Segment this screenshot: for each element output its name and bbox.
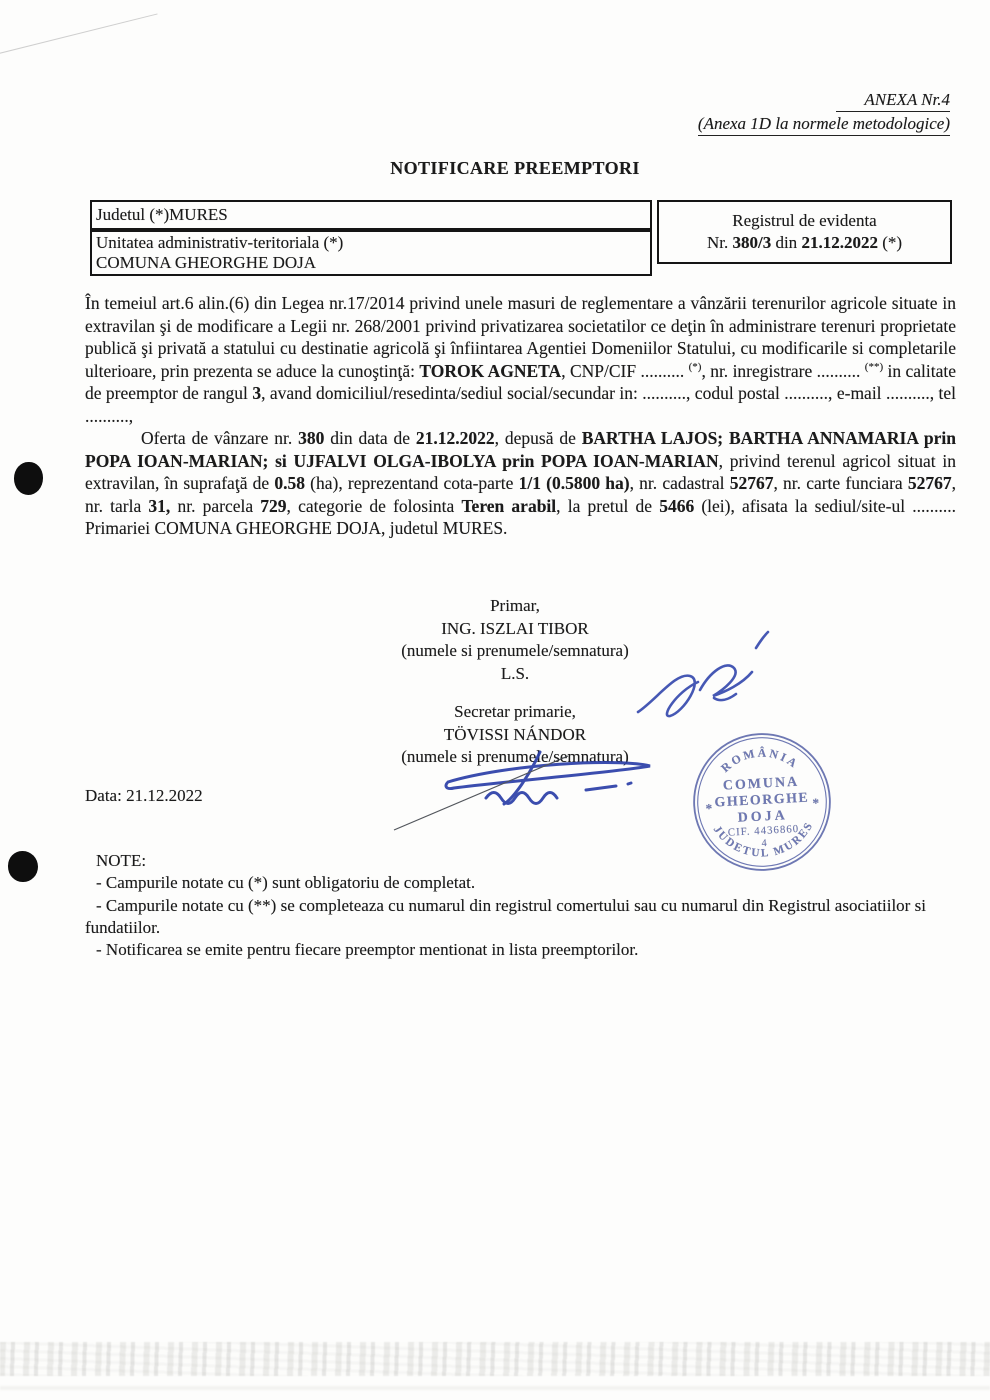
- date-line: Data: 21.12.2022: [85, 786, 203, 805]
- mayor-role: Primar,: [490, 596, 540, 615]
- hole-punch-mark: [14, 462, 43, 495]
- signature-dot: [628, 783, 631, 784]
- secretary-handwritten-signature: [388, 742, 718, 837]
- stamp-number: 4: [761, 838, 768, 850]
- stamp-star-right: *: [812, 795, 820, 811]
- hole-punch-mark: [8, 851, 38, 882]
- secretary-role: Secretar primarie,: [454, 702, 576, 721]
- stamp-cif: CIF. 4436860: [727, 822, 800, 839]
- secretary-name: TÖVISSI NÁNDOR: [443, 724, 587, 744]
- annex-header: [698, 88, 950, 136]
- table-left-column: [90, 200, 652, 276]
- stamp-commune-line3: DOJA: [737, 808, 789, 826]
- note-item: - Notificarea se emite pentru fiecare preemptor mentionat in lista preemptorilor.: [96, 940, 639, 960]
- uat-label: Unitatea administrativ-teritoriala (*): [96, 233, 344, 252]
- registry-label: Registrul de evidenta: [732, 211, 877, 230]
- mayor-name: ING. ISZLAI TIBOR: [441, 618, 589, 638]
- legal-basis-paragraph: În temeiul art.6 alin.(6) din Legea nr.17/2014 privind unele masuri de reglementare a vânzării terenurilor agricole situate in extravilan şi de modificare a Legii nr. 268/2001 privind privatizarea societatilor ce deţin în administrare terenuri proprietate publică şi privată a statului cu destinatie agricolă şi înfiintarea Agentiei Domeniilor Statului, cu modificarile si completarile ulterioare, prin prezenta se aduce la cunoştinţă: TOROK AGNETA, CNP/CIF .......... (*), nr. inregistrare .......... (**) in calitate de preemptor de rangul 3, avand domiciliul/resedinta/sediul social/secundar in: .........., codul postal .........., e-mail .........., tel ..........,: [85, 293, 957, 426]
- signature-stroke: [756, 632, 768, 648]
- note-item: - Campurile notate cu (*) sunt obligatoriu de completat.: [96, 873, 476, 893]
- stamp-country-arc: ROMÂNIA: [718, 745, 802, 775]
- offer-details-paragraph: Oferta de vânzare nr. 380 din data de 21.12.2022, depusă de BARTHA LAJOS; BARTHA ANNAMARIA prin POPA IOAN-MARIAN; si UJFALVI OLGA-IBOLYA prin POPA IOAN-MARIAN, privind terenul agricol situat in extravilan, în suprafaţă de 0.58 (ha), reprezentand cota-parte 1/1 (0.5800 ha), nr. cadastral 52767, nr. carte funciara 52767, nr. tarla 31, nr. parcela 729, categorie de folosinta Teren arabil, la pretul de 5466 (lei), afisata la sediul/site-ul .......... Primariei COMUNA GHEORGHE DOJA, judetul MURES.: [85, 428, 956, 538]
- stamp-county-arc: JUDETUL MURES: [710, 819, 816, 860]
- uat-cell: [90, 230, 652, 276]
- secretary-note: (numele si prenumele/semnatura): [401, 747, 629, 766]
- scan-edge-noise-faint: [0, 1386, 990, 1390]
- uat-value: COMUNA GHEORGHE DOJA: [96, 253, 317, 272]
- county-cell: Judetul (*)MURES: [90, 200, 652, 230]
- note-item: - Campurile notate cu (**) se completeaza cu numarul din registrul comertului sau cu numarul din Registrul asociatiilor si fundatiilor.: [85, 895, 926, 937]
- signature-loop: [446, 763, 650, 789]
- body-paragraphs: [85, 292, 956, 540]
- annex-number: ANEXA Nr.4: [836, 88, 950, 112]
- document-title: NOTIFICARE PREEMPTORI: [390, 158, 640, 178]
- registry-number: Nr. 380/3 din 21.12.2022 (*): [706, 233, 903, 252]
- signature-squiggle: [486, 793, 557, 804]
- stamp-commune-line2: GHEORGHE: [714, 790, 810, 811]
- signature-dash: [586, 786, 616, 790]
- stamp-commune-line1: COMUNA: [722, 774, 800, 794]
- signature-stroke: [700, 665, 752, 696]
- scan-edge-noise: [0, 1342, 990, 1376]
- notes-section: [85, 850, 969, 961]
- mayor-ls: L.S.: [500, 663, 530, 683]
- signature-thin-line: [394, 756, 568, 830]
- stamp-star-left: *: [705, 800, 713, 817]
- registry-cell: [657, 200, 952, 264]
- scan-corner-artifact: [0, 13, 158, 55]
- mayor-note: (numele si prenumele/semnatura): [401, 641, 629, 660]
- notes-heading: NOTE:: [96, 851, 147, 870]
- annex-subtitle: (Anexa 1D la normele metodologice): [698, 112, 950, 136]
